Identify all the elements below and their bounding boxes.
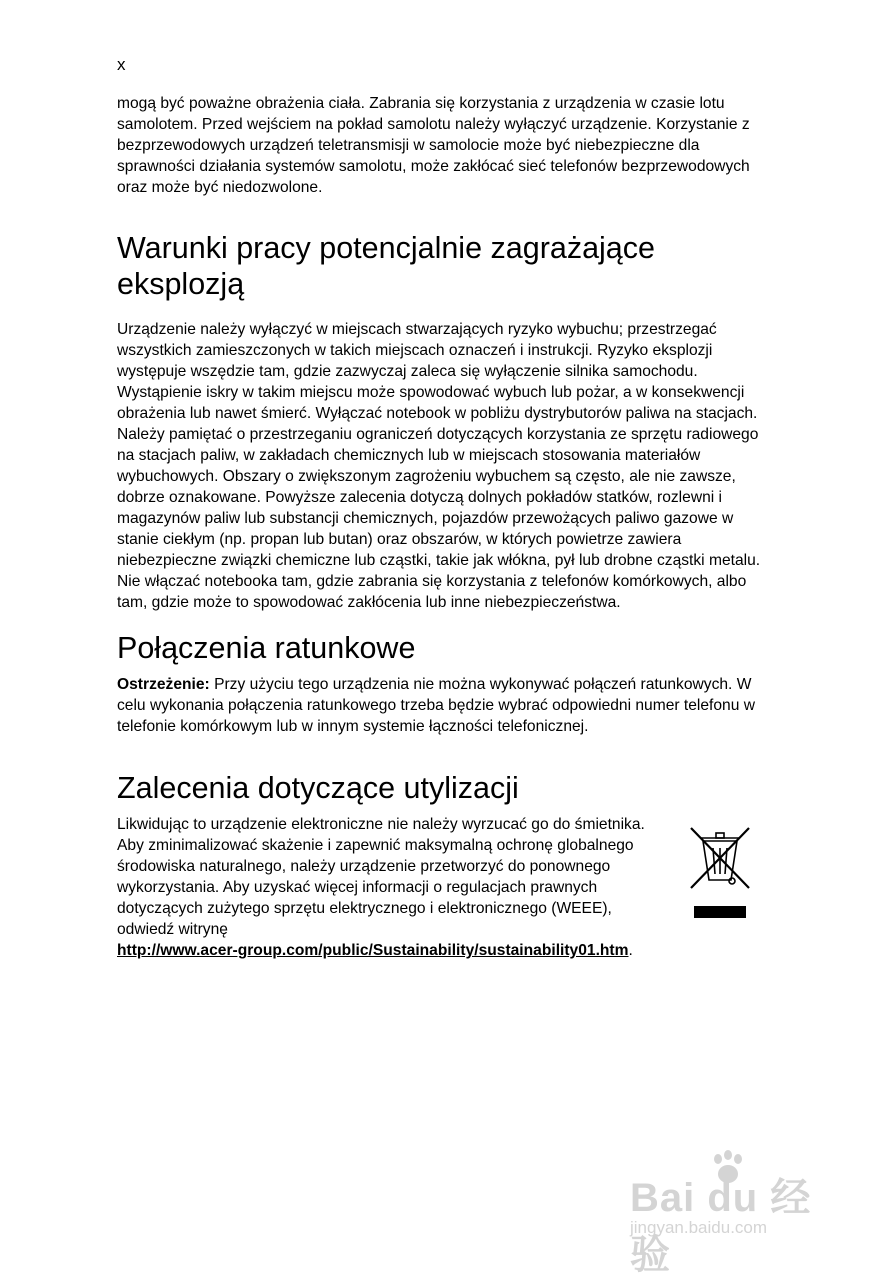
page-number: x xyxy=(117,55,126,74)
warning-label: Ostrzeżenie: xyxy=(117,676,210,693)
weee-crossed-bin-symbol xyxy=(687,826,753,918)
watermark-url: jingyan.baidu.com xyxy=(630,1218,768,1237)
baidu-jingyan-watermark xyxy=(630,1148,840,1277)
disposal-text: Likwidując to urządzenie elektroniczne nie należy wyrzucać go do śmietnika. Aby zminimalizować skażenie i zapewnić maksymalną ochronę globalnego środowiska naturalnego, należy urządzenie przetworzyć do ponownego wykorzystania. Aby uzyskać więcej informacji o regulacjach prawnych dotyczących zużytego sprzętu elektrycznego i elektronicznego (WEEE), odwiedź witrynę xyxy=(117,816,645,938)
heading-emergency-calls: Połączenia ratunkowe xyxy=(117,631,416,665)
disposal-link-line xyxy=(117,940,762,961)
disposal-paragraph xyxy=(117,814,657,940)
disposal-section xyxy=(117,814,762,961)
emergency-text: Przy użyciu tego urządzenia nie można wykonywać połączeń ratunkowych. W celu wykonania połączenia ratunkowego trzeba będzie wybrać odpowiedni numer telefonu w telefonie komórkowym lub w innym systemie łączności telefonicznej. xyxy=(117,676,755,735)
crossed-out-wheelie-bin-icon xyxy=(687,826,753,892)
sustainability-link[interactable]: http://www.acer-group.com/public/Sustainability/sustainability01.htm xyxy=(117,942,629,959)
watermark-main-text: Bai du 经验 xyxy=(630,1176,812,1277)
intro-paragraph: mogą być poważne obrażenia ciała. Zabrania się korzystania z urządzenia w czasie lotu samolotem. Przed wejściem na pokład samolotu należy wyłączyć urządzenie. Korzystanie z bezprzewodowych urządzeń teletransmisji w samolocie może być niebezpieczne dla sprawności działania systemów samolotu, może zakłócać sieć telefonów bezprzewodowych oraz może być niedozwolone. xyxy=(117,95,750,196)
heading-disposal: Zalecenia dotyczące utylizacji xyxy=(117,771,519,805)
document-body xyxy=(117,93,762,961)
emergency-paragraph xyxy=(117,674,762,737)
explosive-paragraph: Urządzenie należy wyłączyć w miejscach stwarzających ryzyko wybuchu; przestrzegać wszystkich zamieszczonych w takich miejscach oznaczeń i instrukcji. Ryzyko eksplozji występuje wszędzie tam, gdzie zazwyczaj zaleca się wyłączenie silnika samochodu. Wystąpienie iskry w takim miejscu może spowodować wybuch lub pożar, a w konsekwencji obrażenia lub nawet śmierć. Wyłączać notebook w pobliżu dystrybutorów paliwa na stacjach. Należy pamiętać o przestrzeganiu ograniczeń dotyczących korzystania ze sprzętu radiowego na stacjach paliw, w zakładach chemicznych lub w miejscach stosowania materiałów wybuchowych. Obszary o zwiększonym zagrożeniu wybuchem są często, ale nie zawsze, dobrze oznakowane. Powyższe zalecenia dotyczą dolnych pokładów statków, rozlewni i magazynów paliw lub substancji chemicznych, pojazdów przewożących paliwo gazowe w stanie ciekłym (np. propan lub butan) oraz obszarów, w których powietrze zawiera niebezpieczne związki chemiczne lub cząstki, takie jak włókna, pył lub drobne cząstki metalu. Nie włączać notebooka tam, gdzie zabrania się korzystania z telefonów komórkowych, albo tam, gdzie może to spowodować zakłócenia lub inne niebezpieczeństwa. xyxy=(117,321,761,611)
disposal-trailing: . xyxy=(628,942,633,959)
heading-explosive-conditions: Warunki pracy potencjalnie zagrażające eksplozją xyxy=(117,231,655,301)
weee-bar xyxy=(694,906,746,918)
